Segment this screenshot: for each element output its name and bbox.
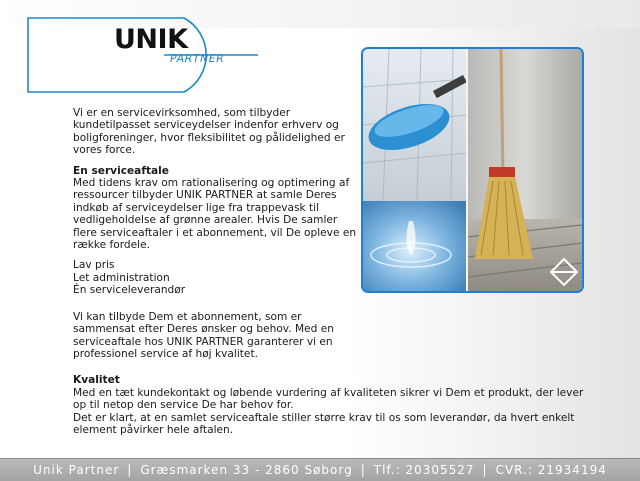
footer-separator: | [482,463,488,477]
footer-cvr: CVR.: 21934194 [495,463,607,477]
abonnement-text: Vi kan tilbyde Dem et abonnement, som er sammensat efter Deres ønsker og behov. Med en serviceaftale hos UNIK PARTNER garanterer vi en professionel service af høj kvalitet. [73,310,334,360]
photo-collage [361,47,584,293]
kvalitet-heading: Kvalitet [73,374,120,387]
logo-word: UNIK [114,24,188,55]
benefit-item: Én serviceleverandør [73,284,186,297]
kvalitet-text: Med en tæt kundekontakt og løbende vurdering af kvaliteten sikrer vi Dem et produkt, der lever op til netop den service De har behov for. [73,386,584,412]
main-content [73,107,584,436]
diamond-arrow-icon[interactable] [549,257,579,287]
footer-address: Græsmarken 33 - 2860 Søborg [140,463,353,477]
logo-sub: PARTNER [170,52,225,65]
benefit-item: Let administration [73,271,170,284]
intro-text: Vi er en servicevirksomhed, som tilbyder kundetilpasset serviceydelser indenfor erhverv og boligforeninger, hvor fleksibilitet og pålidelighed er vores force. [73,107,345,157]
serviceaftale-heading: En serviceaftale [73,164,169,177]
footer-company: Unik Partner [33,463,120,477]
serviceaftale-text: Med tidens krav om rationalisering og optimering af ressourcer tilbyder UNIK PARTNER at samle Deres indkøb af serviceydelser lige fra trappevask til vedligeholdelse af grønne arealer. Hvis De samler flere serviceaftaler i et abonnement, vil De opleve en række fordele. [73,177,357,252]
benefit-item: Lav pris [73,259,115,272]
water-photo [363,201,467,291]
footer-separator: | [360,463,366,477]
footer-separator: | [127,463,133,477]
kvalitet-text-2: Det er klart, at en samlet serviceaftale stiller større krav til os som leverandør, da hvert enkelt element påvirker hele aftalen. [73,411,575,436]
logo[interactable] [14,8,274,100]
wall-photo [467,49,582,219]
footer [0,458,640,481]
footer-phone: Tlf.: 20305527 [373,463,475,477]
